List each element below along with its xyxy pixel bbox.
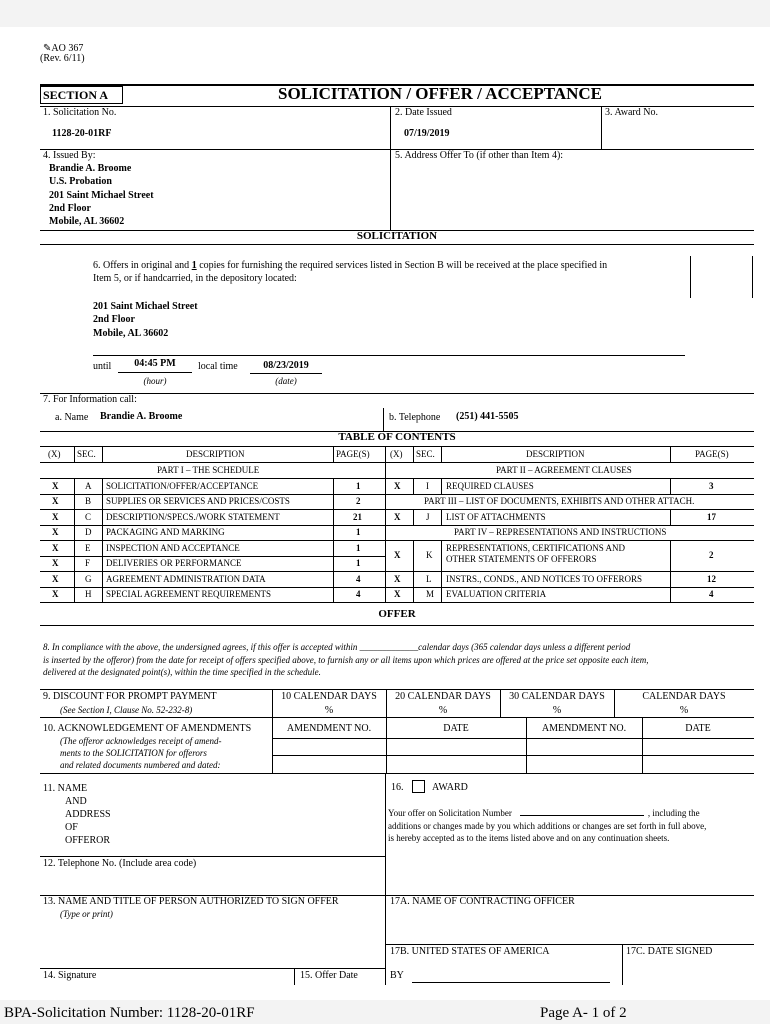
- toc-x: X: [52, 496, 59, 506]
- toc-pages: 12: [707, 574, 716, 584]
- footer-solicitation-number: BPA-Solicitation Number: 1128-20-01RF: [4, 1005, 255, 1021]
- rule: [40, 856, 385, 857]
- depository-address: [93, 300, 198, 340]
- toc-heading: TABLE OF CONTENTS: [338, 431, 456, 443]
- date-issued-value: 07/19/2019: [404, 128, 450, 139]
- amendments-sub2: ments to the SOLICITATION for offerors: [60, 748, 207, 758]
- hour-value: 04:45 PM: [134, 358, 176, 369]
- discount-other-days: CALENDAR DAYS: [642, 691, 726, 702]
- rule: [250, 373, 322, 374]
- toc-x: X: [394, 481, 401, 491]
- discount-30-days: 30 CALENDAR DAYS: [509, 691, 605, 702]
- amendments-label: 10. ACKNOWLEDGEMENT OF AMENDMENTS: [43, 723, 252, 734]
- rule: [40, 625, 754, 626]
- rule: [670, 509, 671, 525]
- rule: [386, 689, 387, 717]
- rule: [413, 446, 414, 462]
- hour-caption: (hour): [143, 376, 167, 386]
- toc-desc: LIST OF ATTACHMENTS: [446, 512, 546, 522]
- toc-sec: F: [85, 558, 91, 568]
- page-title: SOLICITATION / OFFER / ACCEPTANCE: [278, 84, 602, 103]
- rule: [40, 525, 754, 526]
- item8-line2: is inserted by the offeror) from the date for receipt of offers specified above, to furnish any or all items upon which prices are offered at the price set opposite each item,: [43, 655, 649, 665]
- discount-sub: (See Section I, Clause No. 52-232-8): [60, 705, 193, 715]
- rule: [40, 244, 754, 245]
- award-text-line2: additions or changes made by you which additions or changes are set forth in full above,: [388, 821, 707, 831]
- toc-desc: DELIVERIES OR PERFORMANCE: [106, 558, 242, 568]
- offer-heading: OFFER: [378, 608, 416, 620]
- award-checkbox[interactable]: [412, 780, 425, 793]
- discount-10-days: 10 CALENDAR DAYS: [281, 691, 377, 702]
- toc-header-row: [40, 447, 754, 463]
- award-text-line1: Your offer on Solicitation Number , including the: [388, 808, 700, 818]
- rule: [40, 494, 754, 495]
- rule: [441, 540, 442, 602]
- rule: [294, 968, 295, 985]
- rule: [102, 478, 103, 602]
- toc-desc: AGREEMENT ADMINISTRATION DATA: [106, 574, 266, 584]
- address-offer-to-label: 5. Address Offer To (if other than Item 4):: [395, 150, 564, 161]
- toc-sec: M: [426, 589, 435, 599]
- toc-row: [40, 572, 754, 588]
- award-item-no: 16.: [391, 782, 404, 793]
- toc-pages: 21: [353, 512, 362, 522]
- toc-pages: 1: [356, 481, 361, 491]
- rule: [601, 106, 602, 149]
- toc-col-x: (X): [390, 449, 403, 459]
- amendment-date-header: DATE: [685, 723, 711, 734]
- contracting-officer-label: 17A. NAME OF CONTRACTING OFFICER: [390, 896, 575, 907]
- rule: [670, 540, 671, 602]
- toc-sec: J: [426, 512, 430, 522]
- depository-line: 2nd Floor: [93, 314, 135, 326]
- toc-row: [40, 525, 754, 541]
- offer-date-label: 15. Offer Date: [300, 970, 358, 981]
- discount-30-percent: %: [552, 705, 562, 716]
- toc-x: X: [52, 558, 59, 568]
- toc-pages: 3: [709, 481, 714, 491]
- rule: [40, 773, 754, 774]
- rule: [413, 478, 414, 494]
- discount-20-days: 20 CALENDAR DAYS: [395, 691, 491, 702]
- telephone-value: (251) 441-5505: [456, 411, 519, 422]
- toc-col-desc: DESCRIPTION: [526, 449, 585, 459]
- discount-label: 9. DISCOUNT FOR PROMPT PAYMENT: [43, 691, 217, 702]
- copies-count: 1: [191, 260, 197, 271]
- amendment-no-header: AMENDMENT NO.: [541, 723, 627, 734]
- rule: [272, 738, 754, 739]
- depository-line: Mobile, AL 36602: [93, 327, 169, 339]
- rule: [40, 968, 385, 969]
- usa-label: 17B. UNITED STATES OF AMERICA: [390, 946, 550, 957]
- rule: [385, 773, 386, 985]
- toc-pages: 4: [709, 589, 714, 599]
- rule: [500, 689, 501, 717]
- toc-pages: 1: [356, 558, 361, 568]
- pencil-icon: ✎: [43, 43, 52, 54]
- amendment-no-header: AMENDMENT NO.: [286, 723, 372, 734]
- offeror-label: [43, 782, 111, 847]
- rule: [670, 446, 671, 462]
- toc-x: X: [52, 543, 59, 553]
- rule: [413, 540, 414, 602]
- offeror-label-line: OFFEROR: [65, 835, 111, 846]
- rule: [40, 689, 754, 690]
- toc-pages: 2: [709, 550, 714, 560]
- toc-desc: SUPPLIES OR SERVICES AND PRICES/COSTS: [106, 496, 290, 506]
- section-label: SECTION A: [40, 86, 123, 104]
- rule: [441, 478, 442, 494]
- toc-desc: DESCRIPTION/SPECS./WORK STATEMENT: [106, 512, 280, 522]
- offeror-label-line: 11. NAME: [43, 783, 88, 794]
- rule: [752, 256, 753, 298]
- toc-part4: PART IV – REPRESENTATIONS AND INSTRUCTIONS: [454, 527, 667, 537]
- rule: [614, 689, 615, 717]
- rule: [40, 509, 754, 510]
- toc-part-row: [40, 463, 754, 479]
- toc-row: [40, 510, 754, 526]
- toc-pages: 2: [356, 496, 361, 506]
- issued-by-line: Mobile, AL 36602: [49, 216, 125, 228]
- offeror-label-line: AND: [65, 796, 87, 807]
- issued-by-label: 4. Issued By:: [43, 150, 96, 161]
- until-label: until: [93, 361, 112, 372]
- toc-desc: PACKAGING AND MARKING: [106, 527, 225, 537]
- amendment-date-header: DATE: [443, 723, 469, 734]
- rule: [102, 446, 103, 462]
- solicitation-heading: SOLICITATION: [356, 230, 438, 242]
- toc-sec: G: [85, 574, 92, 584]
- signature-label: 14. Signature: [43, 970, 97, 981]
- issued-by-line: U.S. Probation: [49, 176, 112, 188]
- toc-desc: EVALUATION CRITERIA: [446, 589, 547, 599]
- amendments-sub1: (The offeror acknowledges receipt of amend-: [60, 736, 222, 746]
- award-label: AWARD: [432, 782, 468, 793]
- issued-by-line: 201 Saint Michael Street: [49, 189, 154, 201]
- toc-col-pages: PAGE(S): [336, 449, 370, 459]
- rule: [385, 446, 386, 602]
- rule: [272, 755, 754, 756]
- toc-desc: SOLICITATION/OFFER/ACCEPTANCE: [106, 481, 259, 491]
- issued-by-line: Brandie A. Broome: [49, 163, 132, 174]
- toc-desc: INSTRS., CONDS., AND NOTICES TO OFFERORS: [446, 574, 642, 584]
- toc-x: X: [394, 589, 401, 599]
- toc-col-desc: DESCRIPTION: [186, 449, 245, 459]
- issued-by-address: [49, 162, 154, 228]
- rule: [74, 446, 75, 462]
- rule: [383, 408, 384, 431]
- item6-text: 6. Offers in original and 1 copies for furnishing the required services listed in Section B will be received at the place specified in: [93, 260, 608, 271]
- amendments-sub3: and related documents numbered and dated:: [60, 760, 221, 770]
- rule: [333, 478, 334, 602]
- item8-line3: delivered at the designated point(s), within the time specified in the schedule.: [43, 667, 321, 677]
- authorized-signer-sub: (Type or print): [60, 909, 113, 919]
- toc-x: X: [394, 512, 401, 522]
- toc-row: [40, 479, 754, 495]
- toc-sec: E: [85, 543, 91, 553]
- toc-row: [40, 494, 754, 510]
- discount-other-percent: %: [679, 705, 689, 716]
- toc-sec: H: [85, 589, 92, 599]
- toc-col-x: (X): [48, 449, 61, 459]
- rule: [40, 717, 754, 718]
- form-revision: (Rev. 6/11): [40, 53, 85, 64]
- date-signed-label: 17C. DATE SIGNED: [626, 946, 713, 957]
- toc-x: X: [52, 574, 59, 584]
- rule: [74, 478, 75, 602]
- toc-x: X: [52, 589, 59, 599]
- rule: [413, 509, 414, 525]
- toc-sec: L: [426, 574, 432, 584]
- rule: [40, 540, 754, 541]
- toc-desc: INSPECTION AND ACCEPTANCE: [106, 543, 240, 553]
- signature-line: [412, 982, 610, 983]
- toc-part3: PART III – LIST OF DOCUMENTS, EXHIBITS AND OTHER ATTACH.: [424, 496, 695, 506]
- rule: [118, 372, 192, 373]
- rule: [40, 393, 754, 394]
- toc-col-pages: PAGE(S): [695, 449, 729, 459]
- rule: [690, 256, 691, 298]
- toc-part1: PART I – THE SCHEDULE: [157, 465, 260, 475]
- form-number: ✎AO 367: [43, 43, 84, 54]
- rule: [40, 571, 754, 572]
- offeror-telephone-label: 12. Telephone No. (Include area code): [43, 858, 197, 869]
- toc-desc: SPECIAL AGREEMENT REQUIREMENTS: [106, 589, 272, 599]
- toc-x: X: [394, 574, 401, 584]
- toc-x: X: [52, 527, 59, 537]
- rule: [93, 355, 685, 356]
- contact-name: Brandie A. Broome: [100, 411, 183, 422]
- discount-10-percent: %: [324, 705, 334, 716]
- rule: [441, 509, 442, 525]
- footer-page-number: Page A- 1 of 2: [540, 1005, 627, 1021]
- award-text-line3: is hereby accepted as to the items listed above and on any continuation sheets.: [388, 833, 670, 843]
- local-time-label: local time: [198, 361, 238, 372]
- toc-desc-k1: REPRESENTATIONS, CERTIFICATIONS AND: [446, 543, 626, 553]
- authorized-signer-label: 13. NAME AND TITLE OF PERSON AUTHORIZED TO SIGN OFFER: [43, 896, 339, 907]
- toc-desc-k2: OTHER STATEMENTS OF OFFERORS: [446, 554, 597, 564]
- toc-x: X: [52, 512, 59, 522]
- rule: [441, 446, 442, 462]
- toc-sec: I: [426, 481, 429, 491]
- toc-col-sec: SEC.: [77, 449, 96, 459]
- contact-name-label: a. Name: [55, 412, 89, 423]
- top-margin-band: [0, 0, 770, 27]
- rule: [385, 944, 754, 945]
- date-issued-label: 2. Date Issued: [395, 107, 452, 118]
- rule: [333, 446, 334, 462]
- toc-sec: A: [85, 481, 92, 491]
- discount-20-percent: %: [438, 705, 448, 716]
- solicitation-no-value: 1128-20-01RF: [52, 128, 112, 139]
- rule: [622, 944, 623, 985]
- toc-pages: 4: [356, 574, 361, 584]
- issued-by-line: 2nd Floor: [49, 202, 91, 214]
- solicitation-no-label: 1. Solicitation No.: [43, 107, 117, 118]
- toc-x: X: [52, 481, 59, 491]
- award-no-label: 3. Award No.: [605, 107, 658, 118]
- offeror-label-line: OF: [65, 822, 78, 833]
- toc-row: [40, 587, 754, 603]
- item6-line2: Item 5, or if handcarried, in the depository located:: [93, 273, 297, 284]
- telephone-label: b. Telephone: [389, 412, 441, 423]
- toc-col-sec: SEC.: [416, 449, 435, 459]
- info-call-label: 7. For Information call:: [43, 394, 137, 405]
- award-solicitation-number-blank[interactable]: [520, 815, 644, 816]
- toc-sec: B: [85, 496, 92, 506]
- toc-pages: 1: [356, 543, 361, 553]
- toc-pages: 1: [356, 527, 361, 537]
- toc-pages: 4: [356, 589, 361, 599]
- toc-sec: D: [85, 527, 92, 537]
- offeror-label-line: ADDRESS: [65, 809, 111, 820]
- toc-x: X: [394, 550, 401, 560]
- toc-sec: C: [85, 512, 92, 522]
- toc-desc: REQUIRED CLAUSES: [446, 481, 534, 491]
- rule: [670, 478, 671, 494]
- by-label: BY: [390, 970, 404, 981]
- date-caption: (date): [275, 376, 297, 386]
- item8-line1: 8. In compliance with the above, the undersigned agrees, if this offer is accepted within _____________calendar days (365 calendar days unless a different period: [43, 642, 631, 652]
- toc-pages: 17: [707, 512, 716, 522]
- toc-sec: K: [426, 550, 433, 560]
- toc-part2: PART II – AGREEMENT CLAUSES: [496, 465, 632, 475]
- rule: [390, 106, 391, 230]
- due-date-value: 08/23/2019: [263, 360, 309, 371]
- depository-line: 201 Saint Michael Street: [93, 301, 198, 312]
- rule: [40, 602, 754, 603]
- rule: [40, 587, 754, 588]
